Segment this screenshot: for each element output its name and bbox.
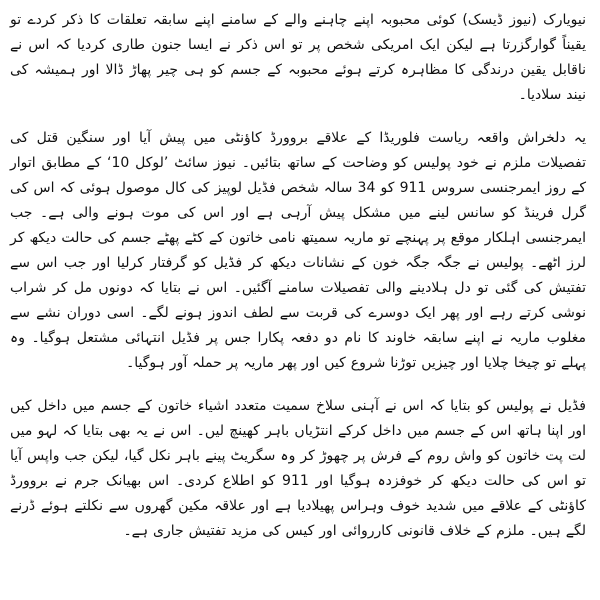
article-paragraph-2: یہ دلخراش واقعہ ریاست فلوریڈا کے علاقے بروورڈ کاؤنٹی میں پیش آیا اور سنگین قتل کی تفصیلات ملزم نے خود پولیس کو وضاحت کے ساتھ بتائیں۔ نیوز سائٹ ’لوکل 10‘ کے مطابق اتوار کے روز ایمرجنسی سروس 911 کو 34 سالہ شخص فڈیل لوپیز کی کال موصول ہوئی کہ اس کی گرل فرینڈ کو سانس لینے میں مشکل پیش آرہی ہے اور اس کی موت ہونے والی ہے۔ جب ایمرجنسی اہلکار موقع پر پہنچے تو ماریہ سمیتھ نامی خاتون کے کٹے پھٹے جسم کی حالت دیکھ کر لرز اٹھے۔ پولیس نے جگہ جگہ خون کے نشانات دیکھ کر فڈیل کو گرفتار کرلیا اور جب اس سے تفتیش کی گئی تو دل ہلادینے والی تفصیلات سامنے آگئیں۔ اس نے بتایا کہ دونوں مل کر شراب نوشی کرتے رہے اور پھر ایک دوسرے کی قربت سے لطف اندوز ہونے لگے۔ اسی دوران نشے سے مغلوب ماریہ نے اپنے سابقہ خاوند کا نام دو دفعہ پکارا جس پر فڈیل انتہائی مشتعل ہوگیا۔ وہ پہلے تو چیخا چلایا اور چیزیں توڑنا شروع کیں اور پھر ماریہ پر حملہ آور ہوگیا۔ <box>10 130 586 371</box>
article-paragraph-3: فڈیل نے پولیس کو بتایا کہ اس نے آہنی سلاخ سمیت متعدد اشیاء خاتون کے جسم میں داخل کیں اور اپنا ہاتھ اس کے جسم میں داخل کرکے انتڑیاں باہر کھینچ لیں۔ اس نے یہ بھی بتایا کہ لہو میں لت پت خاتون کو واش روم کے فرش پر چھوڑ کر وہ سگریٹ پینے باہر نکل گیا، لیکن جب واپس آیا تو اس کی حالت دیکھ کر خوفزدہ ہوگیا اور 911 کو اطلاع کردی۔ اس بھیانک جرم نے بروورڈ کاؤنٹی کے علاقے میں شدید خوف وہراس پھیلادیا ہے اور علاقہ مکین گھروں سے نکلتے ہوئے ڈرنے لگے ہیں۔ ملزم کے خلاف قانونی کارروائی اور کیس کی مزید تفتیش جاری ہے۔ <box>10 398 586 539</box>
article-paragraph-1: نیویارک (نیوز ڈیسک) کوئی محبوبہ اپنے چاہنے والے کے سامنے اپنے سابقہ تعلقات کا ذکر کردے تو یقیناً گوارگزرتا ہے لیکن ایک امریکی شخص پر تو اس ذکر نے ایسا جنون طاری کردیا کہ اس نے ناقابل یقین درندگی کا مظاہرہ کرتے ہوئے محبوبہ کے جسم کو ہی چیر پھاڑ ڈالا اور ہمیشہ کی نیند سلادیا۔ <box>10 12 586 103</box>
